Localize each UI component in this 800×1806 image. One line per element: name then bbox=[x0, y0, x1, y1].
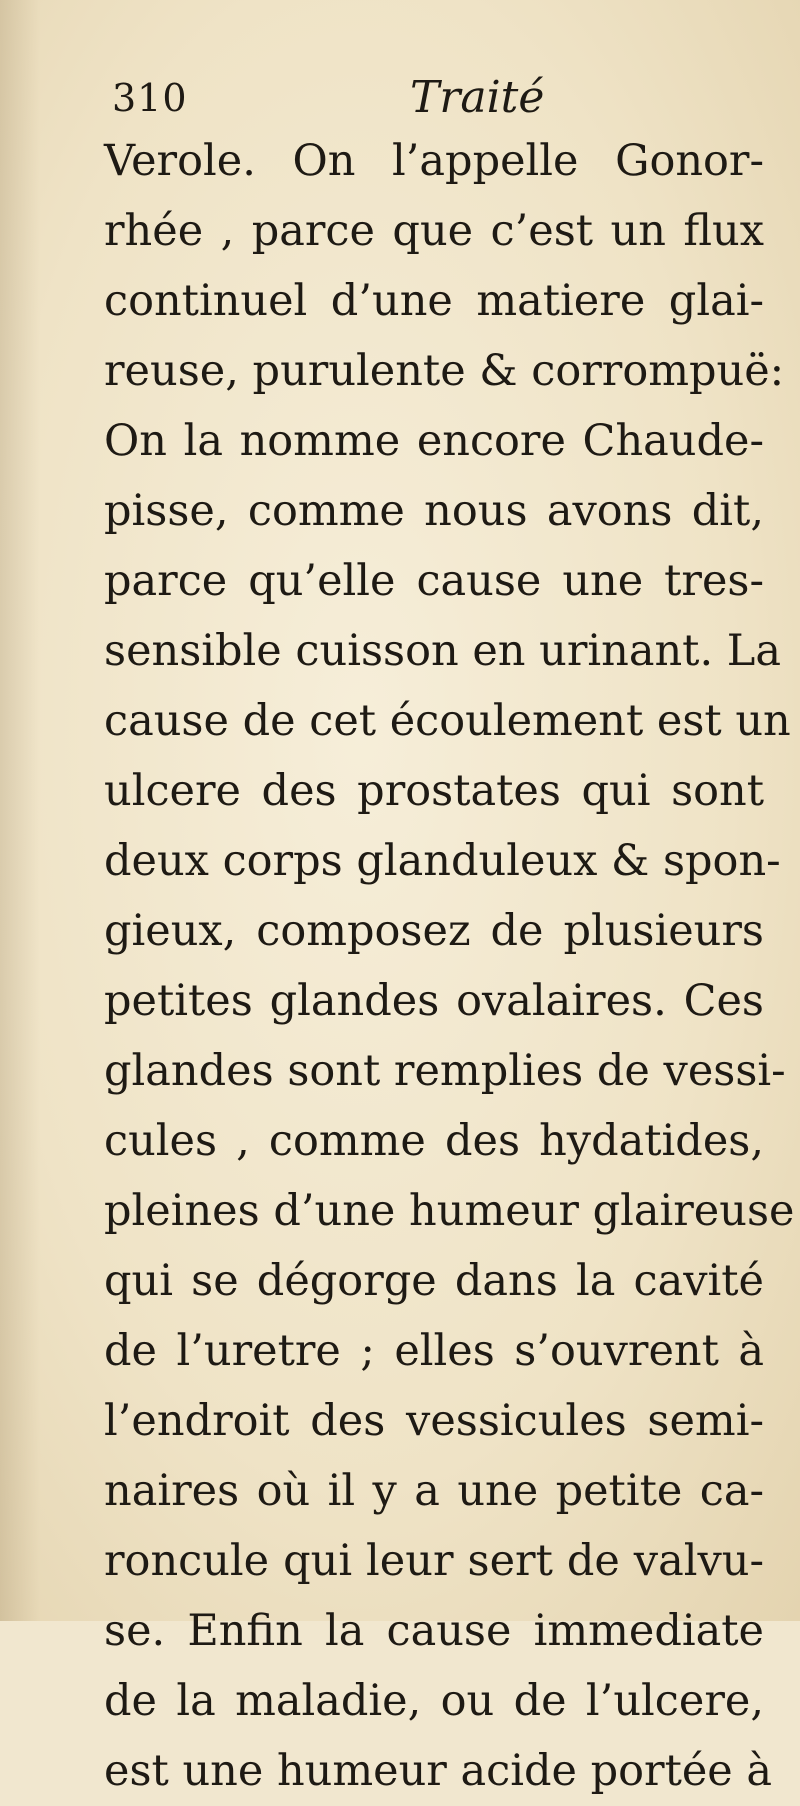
text-line: de la maladie, ou de l’ulcere, bbox=[104, 1676, 764, 1726]
text-line: pleines d’une humeur glaireuse bbox=[104, 1186, 795, 1236]
text-line: glandes sont remplies de vessi- bbox=[104, 1046, 786, 1096]
text-line: parce qu’elle cause une tres- bbox=[104, 556, 764, 606]
text-line: qui se dégorge dans la cavité bbox=[104, 1256, 764, 1306]
page-header bbox=[112, 72, 752, 132]
text-line: naires où il y a une petite ca- bbox=[104, 1466, 764, 1516]
running-head: Traité bbox=[410, 72, 545, 123]
text-line: rhée , parce que c’est un flux bbox=[104, 206, 764, 256]
text-line: petites glandes ovalaires. Ces bbox=[104, 976, 764, 1026]
gutter-shadow bbox=[0, 0, 40, 1621]
text-line: sensible cuisson en urinant. La bbox=[104, 626, 781, 676]
page-number: 310 bbox=[112, 76, 188, 120]
body-text bbox=[104, 126, 795, 1806]
text-line: l’endroit des vessicules semi- bbox=[104, 1396, 764, 1446]
text-line: reuse, purulente & corrompuë: bbox=[104, 346, 785, 396]
text-line: deux corps glanduleux & spon- bbox=[104, 836, 781, 886]
text-line: cause de cet écoulement est un bbox=[104, 696, 791, 746]
text-line: ulcere des prostates qui sont bbox=[104, 766, 764, 816]
text-line: cules , comme des hydatides, bbox=[104, 1116, 764, 1166]
text-line: On la nomme encore Chaude- bbox=[104, 416, 764, 466]
text-line: Verole. On l’appelle Gonor- bbox=[104, 136, 764, 186]
text-line: gieux, composez de plusieurs bbox=[104, 906, 764, 956]
text-line: de l’uretre ; elles s’ouvrent à bbox=[104, 1326, 764, 1376]
text-line: pisse, comme nous avons dit, bbox=[104, 486, 764, 536]
text-line: se. Enfin la cause immediate bbox=[104, 1606, 764, 1656]
text-line: continuel d’une matiere glai- bbox=[104, 276, 764, 326]
text-line: est une humeur acide portée à bbox=[104, 1746, 773, 1796]
text-line: roncule qui leur sert de valvu- bbox=[104, 1536, 764, 1586]
